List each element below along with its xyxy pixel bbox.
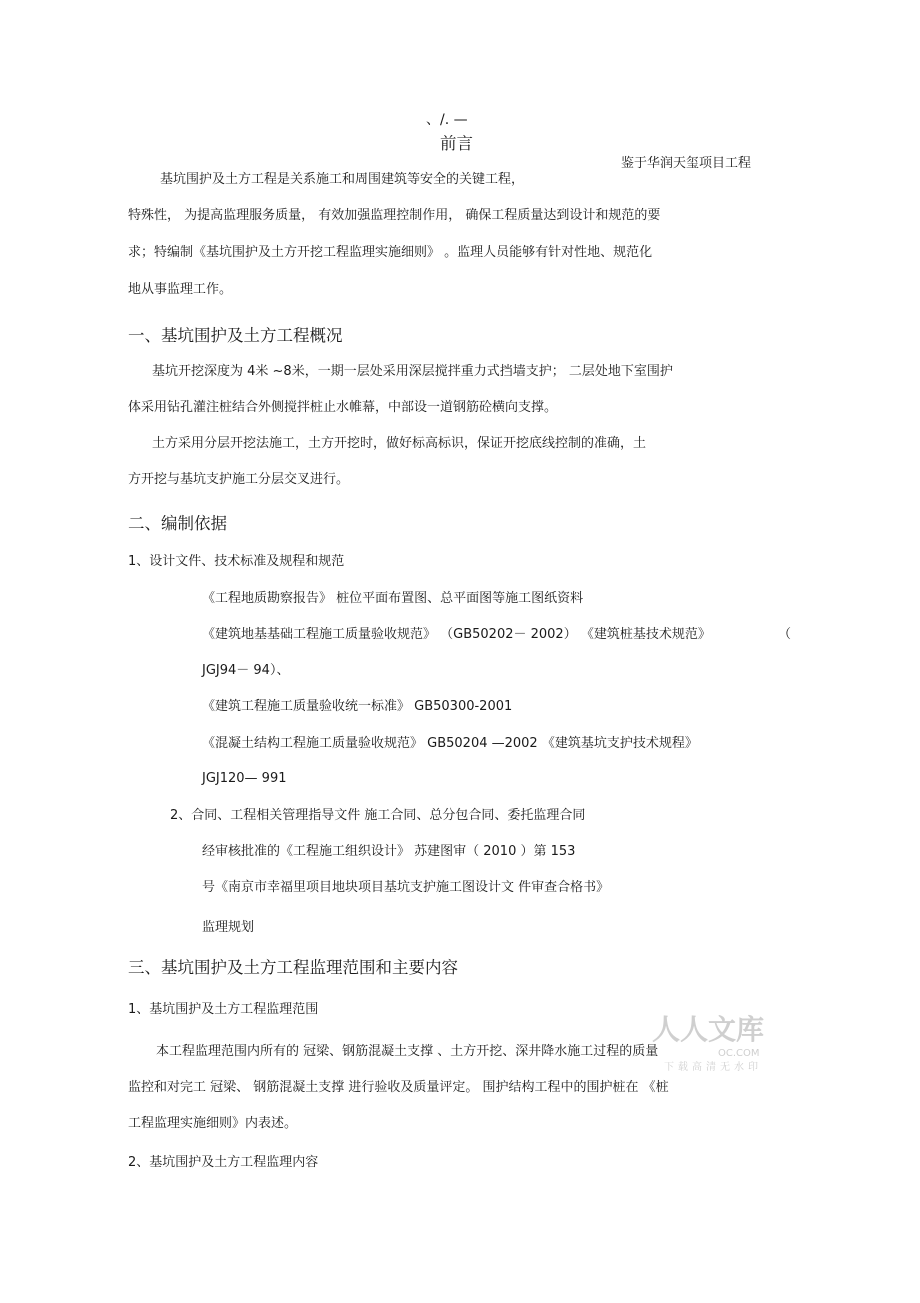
section1-line: 基坑开挖深度为 4米 ~8米，一期一层处采用深层搅拌重力式挡墙支护； 二层处地下室围护 xyxy=(152,364,673,379)
preface-line: 基坑围护及土方工程是关系施工和周围建筑等安全的关键工程， xyxy=(160,172,525,187)
reference-line: JGJ120— 991 xyxy=(202,771,287,786)
reference-line: 《混凝土结构工程施工质量验收规范》 GB50204 —2002 《建筑基坑支护技术规程》 xyxy=(202,736,698,751)
section3-line: 本工程监理范围内所有的 冠梁、钢筋混凝土支撑 、土方开挖、深井降水施工过程的质量 xyxy=(156,1044,659,1059)
page-title: 前言 xyxy=(440,134,473,153)
document-line: 号《南京市幸福里项目地块项目基坑支护施工图设计文 件审查合格书》 xyxy=(202,880,610,895)
document-line: 经审核批准的《工程施工组织设计》 苏建图审（ 2010 ）第 153 xyxy=(202,844,576,859)
preface-line: 特殊性， 为提高监理服务质量， 有效加强监理控制作用， 确保工程质量达到设计和规范的要 xyxy=(128,208,661,223)
section1-line: 体采用钻孔灌注桩结合外侧搅拌桩止水帷幕，中部设一道钢筋砼横向支撑。 xyxy=(128,400,558,415)
section2-item-2: 2、合同、工程相关管理指导文件 施工合同、总分包合同、委托监理合同 xyxy=(170,808,586,823)
watermark-domain: OC.COM xyxy=(718,1048,760,1059)
section1-line: 土方采用分层开挖法施工，土方开挖时，做好标高标识，保证开挖底线控制的准确，土 xyxy=(152,436,647,451)
preface-line: 求；特编制《基坑围护及土方开挖工程监理实施细则》 。监理人员能够有针对性地、规范化 xyxy=(128,245,653,260)
preface-line: 地从事监理工作。 xyxy=(128,282,233,297)
reference-line: 《建筑地基基础工程施工质量验收规范》 （GB50202－ 2002） 《建筑桩基技术规范》 xyxy=(202,627,711,642)
header-marks: 、/. — xyxy=(426,112,468,128)
document-line: 监理规划 xyxy=(202,920,255,935)
section3-sub-1: 1、基坑围护及土方工程监理范围 xyxy=(128,1002,319,1017)
section2-item-1: 1、设计文件、技术标准及规程和规范 xyxy=(128,554,345,569)
section3-line: 监控和对完工 冠梁、 钢筋混凝土支撑 进行验收及质量评定。 围护结构工程中的围护桩在 《桩 xyxy=(128,1080,669,1095)
reference-paren: （ xyxy=(778,627,792,642)
section-heading-1: 一、基坑围护及土方工程概况 xyxy=(128,326,343,345)
section-heading-3: 三、基坑围护及土方工程监理范围和主要内容 xyxy=(128,958,458,977)
header-right-note: 鉴于华润天玺项目工程 xyxy=(621,156,752,171)
reference-line: 《建筑工程施工质量验收统一标准》 GB50300-2001 xyxy=(202,699,513,714)
section1-line: 方开挖与基坑支护施工分层交叉进行。 xyxy=(128,472,350,487)
watermark-brand: 人人文库 xyxy=(652,1013,765,1046)
section-heading-2: 二、编制依据 xyxy=(128,514,227,533)
reference-line: 《工程地质勘察报告》 桩位平面布置图、总平面图等施工图纸资料 xyxy=(202,591,584,606)
section3-sub-2: 2、基坑围护及土方工程监理内容 xyxy=(128,1155,319,1170)
reference-line: JGJ94－ 94）、 xyxy=(202,663,290,678)
watermark-tagline: 下载高清无水印 xyxy=(664,1062,762,1073)
section3-line: 工程监理实施细则》内表述。 xyxy=(128,1116,298,1131)
